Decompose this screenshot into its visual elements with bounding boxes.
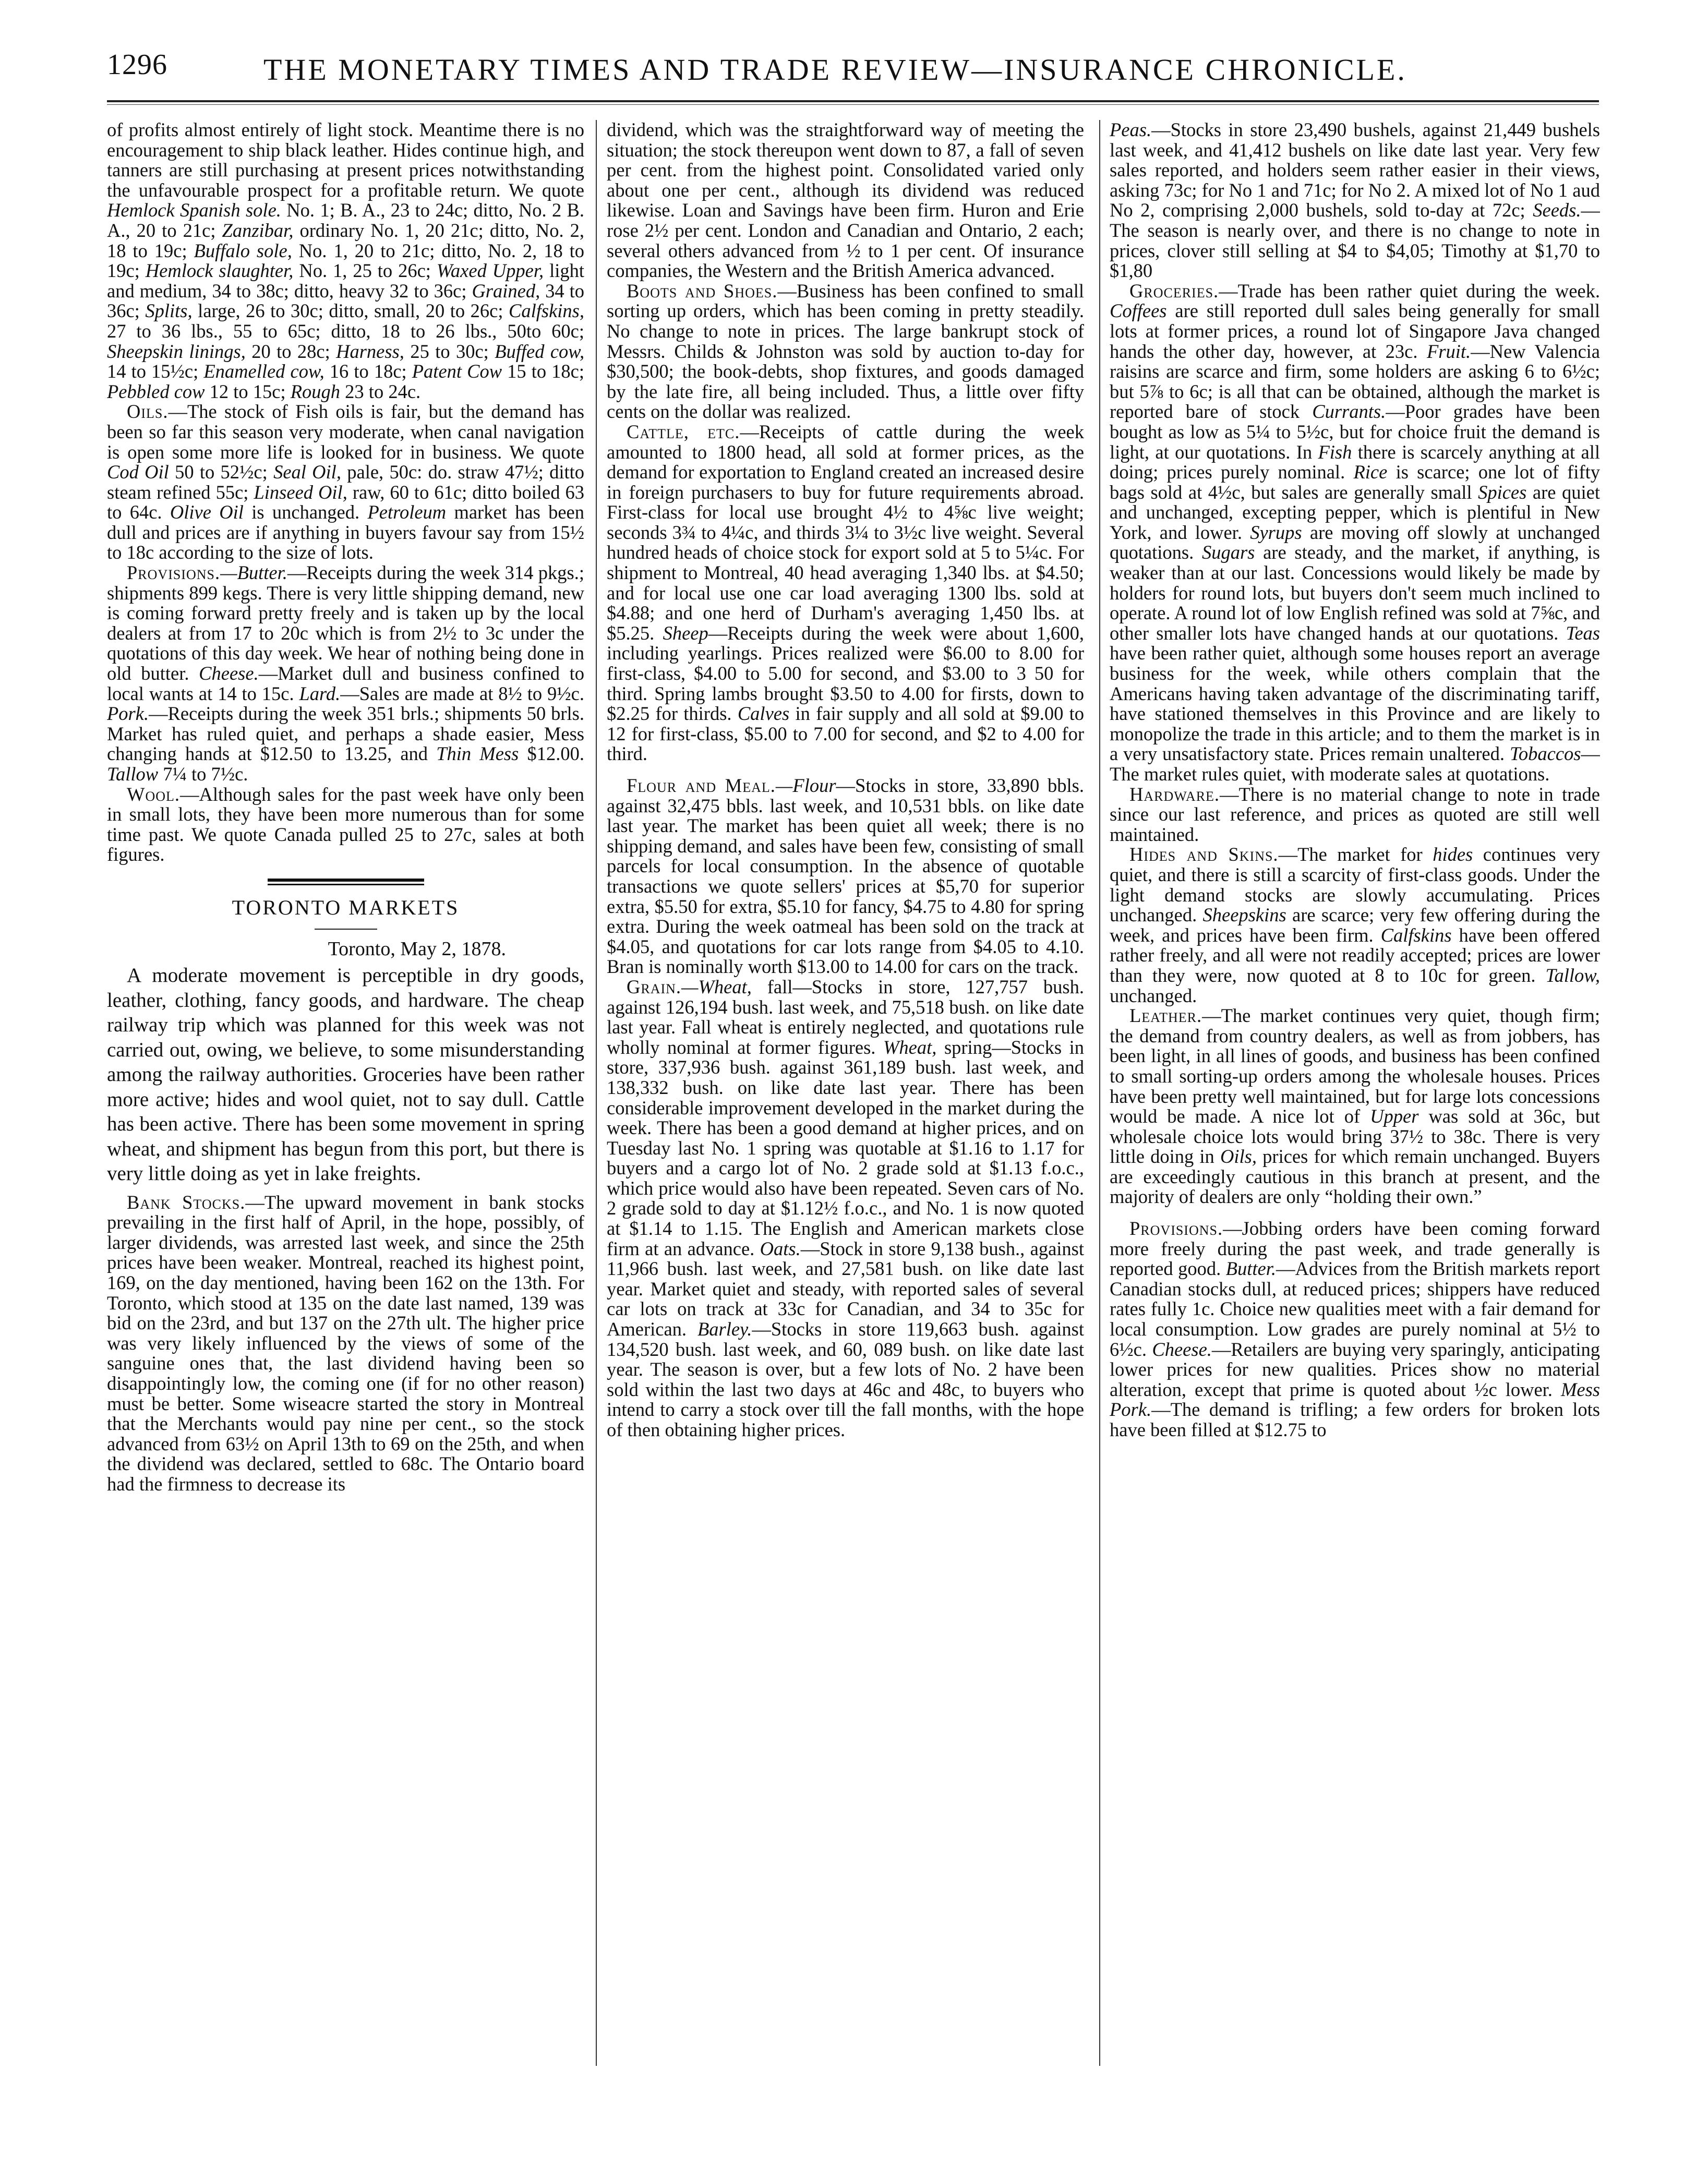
section-label: Wool.: [127, 783, 181, 805]
dateline: Toronto, May 2, 1878.: [328, 937, 506, 960]
leather-paragraph: Leather.—The market continues very quiet, though firm; the demand from country dealers, as well as from jobbers, has been light, in all lines of goods, and business has been confined to small sorting-up orders among the wholesale houses. Prices have been pretty well maintained, but for large lots concessions would be made. A nice lot of Upper was sold at 36c, but wholesale choice lots would bring 37½ to 38c. There is very little doing in Oils, prices for which remain unchanged. Buyers are exceedingly cautious in this branch at present, and the majority of dealers are only “holding their own.”: [1110, 1005, 1600, 1208]
column-divider: [1099, 120, 1100, 2066]
running-title: THE MONETARY TIMES AND TRADE REVIEW—INSURANCE CHRONICLE.: [263, 53, 1407, 87]
groceries-paragraph: Groceries.—Trade has been rather quiet during the week. Coffees are still reported dull sales being generally for small lots at former prices, a round lot of Singapore Java changed hands the other day, however, at 23c. Fruit.—New Valencia raisins are scarce and firm, some holders are asking 6 to 6½c; but 5⅞ to 6c; is all that can be obtained, although the market is reported bare of stock Currants.—Poor grades have been bought as low as 5¼ to 5½c, but for choice fruit the demand is light, at our quotations. In Fish there is scarcely anything at all doing; prices purely nominal. Rice is scarce; one lot of fifty bags sold at 4½c, but sales are generally small Spices are quiet and unchanged, excepting pepper, which is plentiful in New York, and lower. Syrups are moving off slowly at unchanged quotations. Sugars are steady, and the market, if anything, is weaker than at our last. Concessions would likely be made by holders for round lots, but buyers don't seem much inclined to operate. A round lot of low English refined was sold at 7⅝c, and other smaller lots have changed hands at our quotations. Teas have been rather quiet, although some houses report an average business for the week, while others complain that the Americans having taken advantage of the discriminating tariff, have stationed themselves in this Province and are likely to monopolize the trade in this article; and to them the market is in a very unsatisfactory state. Prices remain unaltered. Tobaccos—The market rules quiet, with moderate sales at quotations.: [1110, 280, 1600, 785]
toronto-intro-paragraph: A moderate movement is perceptible in dry goods, leather, clothing, fancy goods, and hardware. The cheap railway trip which was planned for this week was not carried out, owing, we believe, to some misunderstanding among the railway authorities. Groceries have been rather more active; hides and wool quiet, not to say dull. Cattle has been active. There has been some movement in spring wheat, and shipment has begun from this port, but there is very little doing as yet in lake freights.: [107, 964, 584, 1185]
leather-prices-paragraph: of profits almost entirely of light stock. Meantime there is no encouragement to ship black leather. Hides continue high, and tanners are still purchasing at present prices notwithstanding the unfavourable prospect for a profitable return. We quote Hemlock Spanish sole. No. 1; B. A., 23 to 24c; ditto, No. 2 B. A., 20 to 21c; Zanzibar, ordinary No. 1, 20 21c; ditto, No. 2, 18 to 19c; Buffalo sole, No. 1, 20 to 21c; ditto, No. 2, 18 to 19c; Hemlock slaughter, No. 1, 25 to 26c; Waxed Upper, light and medium, 34 to 38c; ditto, heavy 32 to 36c; Grained, 34 to 36c; Splits, large, 26 to 30c; ditto, small, 20 to 26c; Calfskins, 27 to 36 lbs., 55 to 65c; ditto, 18 to 26 lbs., 50to 60c; Sheepskin linings, 20 to 28c; Harness, 25 to 30c; Buffed cow, 14 to 15½c; Enamelled cow, 16 to 18c; Patent Cow 15 to 18c; Pebbled cow 12 to 15c; Rough 23 to 24c.: [107, 120, 584, 402]
column-2: [607, 120, 1084, 2071]
flour-meal-paragraph: Flour and Meal.—Flour—Stocks in store, 33,890 bbls. against 32,475 bbls. last week, and 10,531 bbls. on like date last year. The market has been quiet all week; there is no shipping demand, and sales have been few, consisting of small parcels for local consumption. In the absence of quotable transactions we quote sellers' prices at $5,70 for superior extra, $5.50 for extra, $5.10 for fancy, $4.75 to 4.80 for spring extra. During the week oatmeal has been sold on the track at $4.05, and quotations for car lots range from $4.05 to 4.10. Bran is nominally worth $13.00 to 14.00 for cars on the track.: [607, 775, 1084, 978]
wool-paragraph: Wool.—Although sales for the past week have only been in small lots, they have been more numerous than for some time past. We quote Canada pulled 25 to 27c, sales at both figures.: [107, 783, 584, 865]
section-label: Hardware.: [1129, 783, 1220, 805]
section-divider: [268, 879, 424, 885]
column-3: [1110, 120, 1600, 2071]
oils-paragraph: Oils.—The stock of Fish oils is fair, but the demand has been so far this season very moderate, when canal navigation is open some more life is looked for in business. We quote Cod Oil 50 to 52½c; Seal Oil, pale, 50c: do. straw 47½; ditto steam refined 55c; Linseed Oil, raw, 60 to 61c; ditto boiled 63 to 64c. Olive Oil is unchanged. Petroleum market has been dull and prices are if anything in buyers favour say from 15½ to 18c according to the size of lots.: [107, 401, 584, 563]
hides-skins-paragraph: Hides and Skins.—The market for hides continues very quiet, and there is still a scarcity of first-class goods. Under the light demand stocks are slowly accumulating. Prices unchanged. Sheepskins are scarce; very few offering during the week, and prices have been firm. Calfskins have been offered rather freely, and all were not readily accepted; prices are lower than they were, now quoted at 8 to 10c for green. Tallow, unchanged.: [1110, 844, 1600, 1006]
section-label: Oils.: [127, 401, 169, 423]
section-label: Hides and Skins.: [1129, 844, 1279, 865]
peas-seeds-paragraph: Peas.—Stocks in store 23,490 bushels, against 21,449 bushels last week, and 41,412 bushels on like date last year. Very few sales reported, and holders seem rather easier in their views, asking 73c; for No 1 and 71c; for No 2. A mixed lot of No 1 aud No 2, comprising 2,000 bushels, sold to-day at 72c; Seeds.—The season is nearly over, and there is no change to note in prices, clover still selling at $4 to $4,05; Timothy at $1,70 to $1,80: [1110, 120, 1600, 282]
bank-stocks-continued: dividend, which was the straightforward way of meeting the situation; the stock thereupon went down to 87, a fall of seven per cent. from the highest point. Consolidated varied only about one per cent., although its dividend was reduced likewise. Loan and Savings have been firm. Huron and Erie rose 2½ per cent. London and Canadian and Ontario, 2 each; several others advanced from ½ to 1 per cent. Of insurance companies, the Western and the British America advanced.: [607, 120, 1084, 282]
page-number: 1296: [107, 49, 167, 81]
section-title: TORONTO MARKETS: [232, 895, 460, 919]
section-label: Cattle, etc.: [627, 420, 740, 442]
hardware-paragraph: Hardware.—There is no material change to note in trade since our last reference, and prices as quoted are still well maintained.: [1110, 783, 1600, 845]
cattle-paragraph: Cattle, etc.—Receipts of cattle during the week amounted to 1800 head, all sold at former prices, as the demand for exportation to England created an increased desire in foreign purchasers to buy for future requirements abroad. First-class for local use brought 4½ to 4⅝c live weight; seconds 3¾ to 4¼c, and thirds 3¼ to 3½c live weight. Several hundred heads of choice stock for export sold at 5 to 5¼c. For shipment to Montreal, 40 head averaging 1,340 lbs. at $4.50; and for local use one car load averaging 1300 lbs. sold at $4.88; and one herd of Durham's averaging 1,450 lbs. at $5.25. Sheep—Receipts during the week were about 1,600, including yearlings. Prices realized were $6.00 to 8.00 for first-class, $4.00 to 5.00 for second, and $3.00 to 3 50 for third. Spring lambs brought $3.50 to 4.00 for firsts, down to $2.25 for thirds. Calves in fair supply and all sold at $9.00 to 12 for first-class, $5.00 to 7.00 for second, and $2 to 4.00 for third.: [607, 420, 1084, 765]
section-label: Groceries.: [1129, 280, 1219, 302]
section-label: Bank Stocks.: [127, 1191, 246, 1213]
column-divider: [596, 120, 597, 2066]
provisions-paragraph: Provisions.—Butter.—Receipts during the week 314 pkgs.; shipments 899 kegs. There is very little shipping demand, new is coming forward pretty freely and is taken up by the local dealers at from 17 to 20c which is from 2½ to 3c under the quotations of this day week. We hear of nothing being done in old butter. Cheese.—Market dull and business confined to local wants at 14 to 15c. Lard.—Sales are made at 8½ to 9½c. Pork.—Receipts during the week 351 brls.; shipments 50 brls. Market has ruled quiet, and perhaps a shade easier, Mess changing hands at $12.50 to 13.25, and Thin Mess $12.00. Tallow 7¼ to 7½c.: [107, 562, 584, 785]
section-label: Provisions.: [1129, 1218, 1223, 1240]
page-header: [107, 38, 1599, 100]
provisions-paragraph-2: Provisions.—Jobbing orders have been coming forward more freely during the past week, and trade generally is reported good. Butter.—Advices from the British markets report Canadian stocks dull, at reduced prices; shippers have reduced rates fully 1c. Choice new qualities meet with a fair demand for local consumption. Low grades are purely nominal at 5½ to 6½c. Cheese.—Retailers are buying very sparingly, anticipating lower prices for new qualities. Prices show no material alteration, except that prime is quoted about ½c lower. Mess Pork.—The demand is trifling; a few orders for broken lots have been filled at $12.75 to: [1110, 1218, 1600, 1440]
column-1: [107, 120, 584, 2071]
section-label: Provisions.: [127, 562, 221, 584]
section-label: Boots and Shoes.: [627, 280, 778, 302]
section-label: Flour and Meal.: [627, 775, 776, 796]
section-label: Grain.: [627, 976, 682, 997]
section-label: Leather.: [1129, 1005, 1202, 1027]
title-rule: [315, 929, 377, 930]
header-rule-thin: [107, 104, 1599, 105]
bank-stocks-paragraph: Bank Stocks.—The upward movement in bank stocks prevailing in the first half of April, in the hope, possibly, of larger dividends, was arrested last week, and since the 25th prices have been weaker. Montreal, reached its highest point, 169, on the day mentioned, having been 162 on the 13th. For Toronto, which stood at 135 on the date last named, 139 was bid on the 23rd, and but 137 on the 27th ult. The higher price was very likely influenced by the views of some of the sanguine ones that, the last dividend having been so disappointingly low, the coming one (if for no other reason) must be better. Some wiseacre started the story in Montreal that the Merchants would pay nine per cent., so the stock advanced from 63½ on April 13th to 69 on the 25th, and when the dividend was declared, settled to 68c. The Ontario board had the firmness to decrease its: [107, 1191, 584, 1495]
boots-shoes-paragraph: Boots and Shoes.—Business has been confined to small sorting up orders, which has been coming in pretty steadily. No change to note in prices. The large bankrupt stock of Messrs. Childs & Johnston was sold by auction to-day for $30,500; the book-debts, shop fixtures, and goods damaged by the late fire, all being included. Thus, a little over fifty cents on the dollar was realized.: [607, 280, 1084, 423]
header-rule: [107, 100, 1599, 102]
grain-paragraph: Grain.—Wheat, fall—Stocks in store, 127,757 bush. against 126,194 bush. last week, and 75,518 bush. on like date last year. Fall wheat is entirely neglected, and quotations rule wholly nominal at former figures. Wheat, spring—Stocks in store, 337,936 bush. against 361,189 bush. last week, and 138,332 bush. on like date last year. There has been considerable improvement developed in the market during the week. There has been a good demand at higher prices, and on Tuesday last No. 1 spring was quotable at $1.16 to 1.17 for buyers and a cargo lot of No. 2 grade sold at $1.13 f.o.c., which price would also have been repeated. Seven cars of No. 2 grade sold to day at $1.12½ f.o.c., and No. 1 is now quoted at $1.14 to 1.15. The English and American markets close firm at an advance. Oats.—Stock in store 9,138 bush., against 11,966 bush. last week, and 27,581 bush. on like date last year. Market quiet and steady, with reported sales of several car lots on track at 33c for Canadian, and 34 to 35c for American. Barley.—Stocks in store 119,663 bush. against 134,520 bush. last week, and 60, 089 bush. on like date last year. The season is over, but a few lots of No. 2 have been sold within the last two days at 46c and 48c, to buyers who intend to carry a stock over till the fall months, with the hope of then obtaining higher prices.: [607, 976, 1084, 1440]
